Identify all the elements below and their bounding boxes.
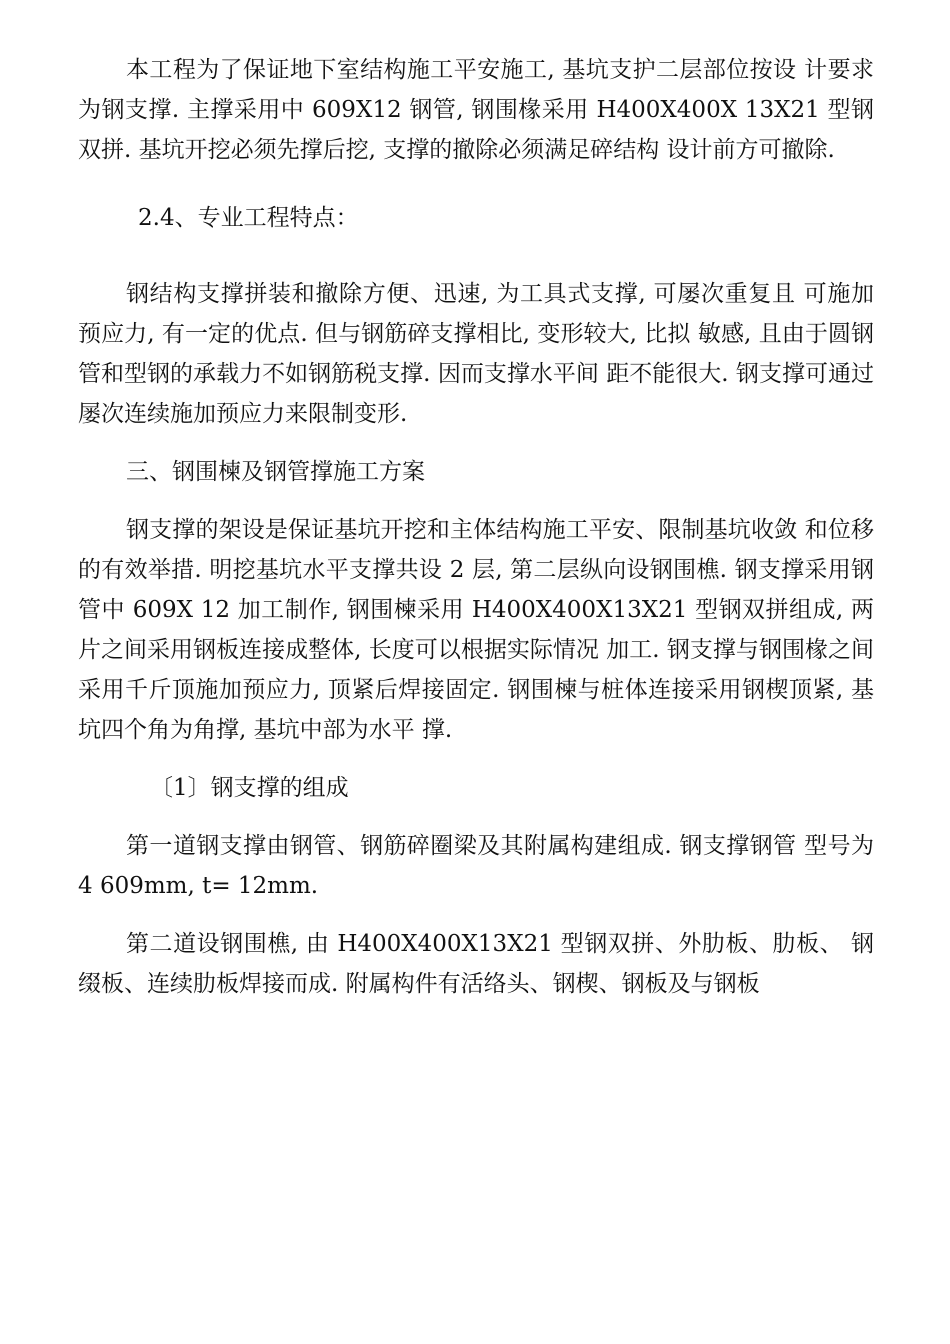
paragraph-support-erection: 钢支撑的架设是保证基坑开挖和主体结构施工平安、限制基坑收敛 和位移的有效举措. 明挖基坑水平支撑共设 2 层, 第二层纵向设钢围樵. 钢支撑采用钢管中 609X 12 加工制作, 钢围楝采用 H400X400X13X21 型钢双拼组成, 两片之间采用钢板连接成整体, 长度可以根据实际情况 加工. 钢支撑与钢围椽之间采用千斤顶施加预应力, 顶紧后焊接固定. 钢围楝与桩体连接采用钢楔顶紧, 基坑四个角为角撑, 基坑中部为水平 撑. (78, 517, 874, 743)
section-heading-3: 三、钢围楝及钢管撑施工方案 (126, 459, 425, 485)
subsection-heading-1: 〔1〕钢支撑的组成 (150, 775, 349, 801)
section-heading-2-4: 2.4、专业工程特点： (138, 205, 359, 231)
paragraph-first-support: 第一道钢支撑由钢管、钢筋碎圈梁及其附属构建组成. 钢支撑钢管 型号为 4 609mm, t= 12mm. (78, 833, 874, 899)
paragraph-steel-support-requirement: 本工程为了保证地下室结构施工平安施工, 基坑支护二层部位按设 计要求为钢支撑. 主撑采用中 609X12 钢管, 钢围椽采用 H400X400X 13X21 型钢双拼. 基坑开挖必须先撑后挖, 支撑的撤除必须满足碎结构 设计前方可撤除. (78, 57, 874, 163)
paragraph-second-support: 第二道设钢围樵, 由 H400X400X13X21 型钢双拼、外肋板、肋板、 钢缀板、连续肋板焊接而成. 附属构件有活络头、钢楔、钢板及与钢板 (78, 931, 874, 997)
paragraph-engineering-features: 钢结构支撑拼装和撤除方便、迅速, 为工具式支撑, 可屡次重复且 可施加预应力, 有一定的优点. 但与钢筋碎支撑相比, 变形较大, 比拟 敏感, 且由于圆钢管和型钢的承载力不如钢筋税支撑. 因而支撑水平间 距不能很大. 钢支撑可通过屡次连续施加预应力来限制变形. (78, 281, 874, 427)
document-page (78, 50, 874, 1004)
